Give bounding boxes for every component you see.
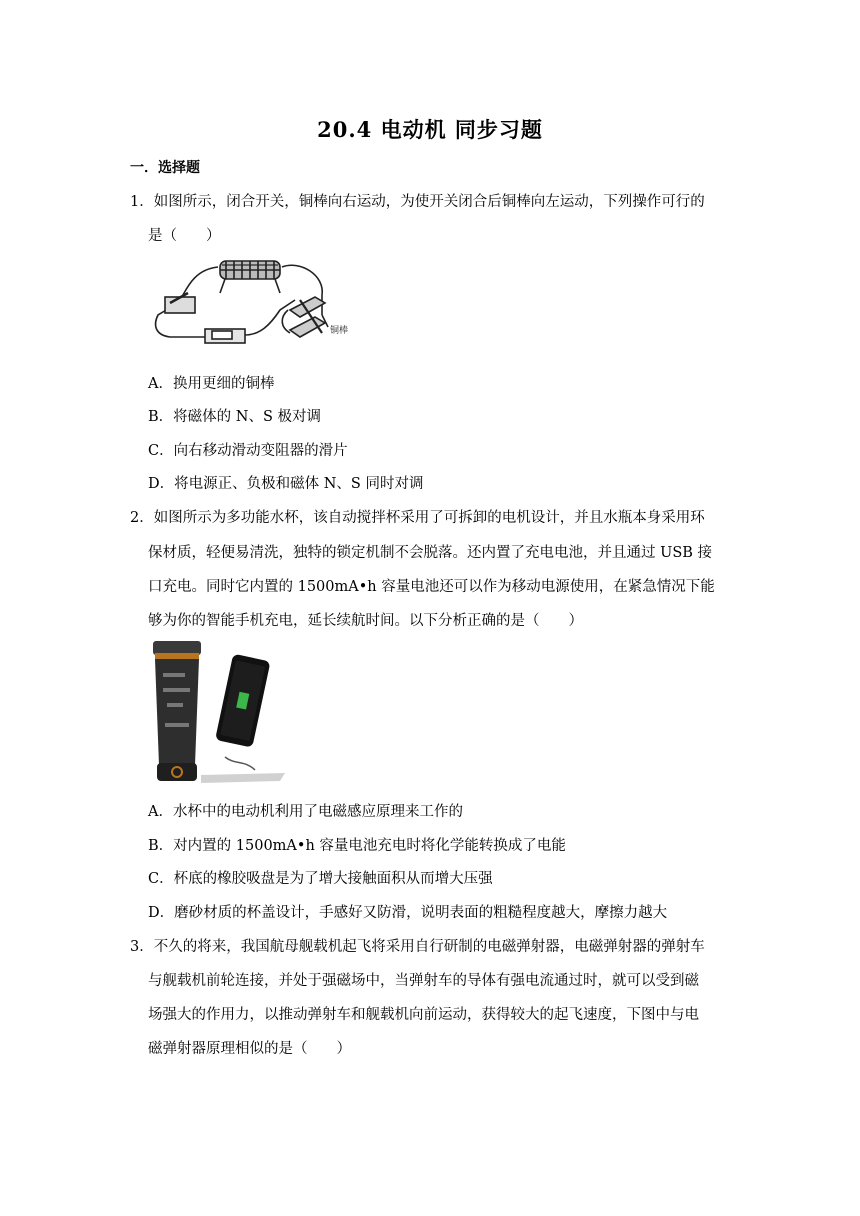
q1-option-a: A．换用更细的铜棒 (148, 376, 275, 392)
q1-option-c: C．向右移动滑动变阻器的滑片 (148, 443, 348, 459)
q3-stem-line3: 场强大的作用力，以推动弹射车和舰载机向前运动，获得较大的起飞速度，下图中与电 (148, 1007, 699, 1023)
page-title: 20.4 电动机 同步习题 (317, 117, 543, 142)
q2-option-c: C．杯底的橡胶吸盘是为了增大接触面积从而增大压强 (148, 871, 493, 887)
q2-stem-line1: 2．如图所示为多功能水杯，该自动搅拌杯采用了可拆卸的电机设计，并且水瓶本身采用环 (130, 510, 705, 526)
q2-cup-phone-figure (145, 635, 295, 785)
q1-option-b: B．将磁体的 N、S 极对调 (148, 409, 321, 425)
section-heading: 一．选择题 (130, 160, 200, 176)
q1-stem-line1: 1．如图所示，闭合开关，铜棒向右运动，为使开关闭合后铜棒向左运动，下列操作可行的 (130, 194, 705, 210)
q2-option-a: A．水杯中的电动机利用了电磁感应原理来工作的 (148, 804, 463, 820)
q1-option-d: D．将电源正、负极和磁体 N、S 同时对调 (148, 476, 424, 492)
q2-option-b: B．对内置的 1500mA•h 容量电池充电时将化学能转换成了电能 (148, 838, 566, 854)
q2-stem-line3: 口充电。同时它内置的 1500mA•h 容量电池还可以作为移动电源使用，在紧急情况下能 (148, 579, 715, 595)
q3-stem-line2: 与舰载机前轮连接，并处于强磁场中，当弹射车的导体有强电流通过时，就可以受到磁 (148, 973, 699, 989)
q2-option-d: D．磨砂材质的杯盖设计，手感好又防滑，说明表面的粗糙程度越大，摩擦力越大 (148, 905, 668, 921)
q3-stem-line1: 3．不久的将来，我国航母舰载机起飞将采用自行研制的电磁弹射器，电磁弹射器的弹射车 (130, 939, 705, 955)
q2-stem-line2: 保材质，轻便易清洗，独特的锁定机制不会脱落。还内置了充电电池，并且通过 USB 接 (148, 545, 713, 561)
q1-stem-line2: 是（ ） (148, 228, 221, 244)
copper-rod-label: 铜棒 (330, 326, 349, 336)
q3-stem-line4: 磁弹射器原理相似的是（ ） (148, 1041, 351, 1057)
q1-circuit-figure (150, 255, 360, 355)
q2-stem-line4: 够为你的智能手机充电，延长续航时间。以下分析正确的是（ ） (148, 613, 583, 629)
